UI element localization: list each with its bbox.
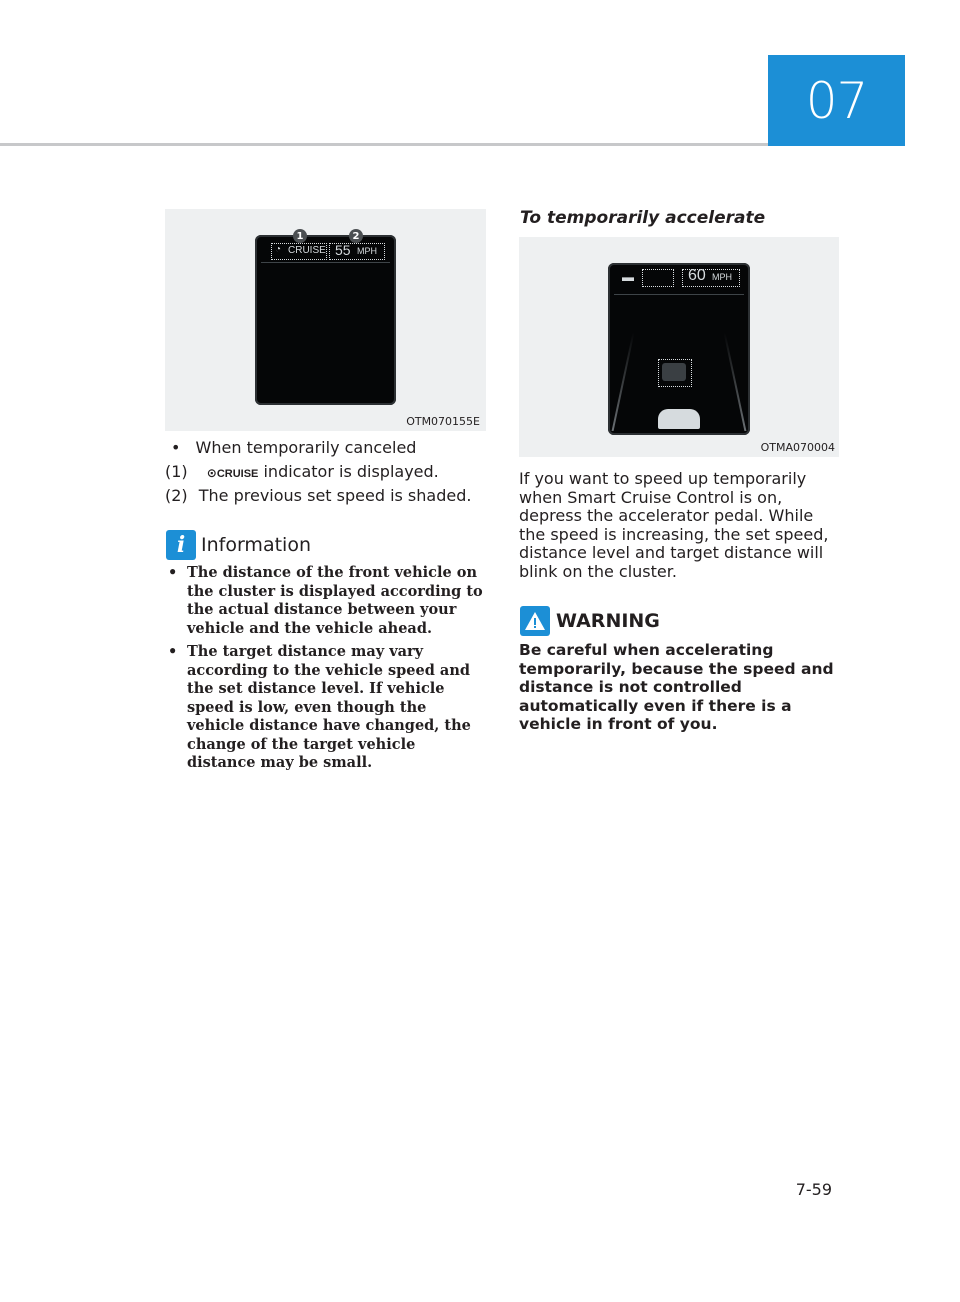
cluster-display-left <box>255 235 396 405</box>
temp-cancel-item-2 <box>165 487 485 506</box>
cluster-divider <box>261 262 390 263</box>
info-bullet-1 <box>168 564 488 638</box>
header-rule <box>0 143 768 146</box>
item-1-text: indicator is displayed. <box>263 462 439 481</box>
bullet-dot: • <box>171 438 181 457</box>
target-vehicle-icon <box>662 363 686 381</box>
temp-cancel-item-1 <box>165 463 485 484</box>
accelerate-heading: To temporarily accelerate <box>520 208 766 228</box>
info-title: Information <box>201 534 311 556</box>
cluster-display-right <box>608 263 750 435</box>
figure-right-label: OTMA070004 <box>760 441 835 454</box>
cluster-cruise-text: CRUISE <box>288 245 326 256</box>
cluster-speed-value: 55 <box>335 242 351 258</box>
cluster-divider <box>614 294 744 295</box>
cruise-gauge-icon: ◔ <box>275 244 282 255</box>
accelerate-paragraph: If you want to speed up temporarily when Smart Cruise Control is on, depress the accelerator pedal. While the speed is increasing, the set speed, distance level and target distance will blink on the cluster. <box>519 469 829 581</box>
cluster-speed-unit: MPH <box>357 246 377 256</box>
cruise-indicator-icon: ⊙CRUISE <box>206 466 259 480</box>
bullet-dot: • <box>168 643 178 660</box>
car-icon: ▬ <box>622 270 634 284</box>
bullet-dot: • <box>168 564 178 581</box>
cruise-indicator-icon-text: CRUISE <box>216 468 259 480</box>
distance-level-box <box>642 269 674 287</box>
chapter-tab: 07 <box>768 55 905 146</box>
info-bullet-2-text: The target distance may vary according to the vehicle speed and the set distance level. If vehicle speed is low, even though the vehicle distance have changed, the change of the target vehicle distance may be small. <box>187 643 471 771</box>
cluster-speed-unit: MPH <box>712 272 732 282</box>
item-2-text: The previous set speed is shaded. <box>198 486 472 505</box>
road-right-line <box>724 333 747 431</box>
warning-title: WARNING <box>556 610 660 632</box>
info-icon: i <box>166 530 196 560</box>
cluster-speed-value: 60 <box>688 267 706 284</box>
callout-badge-1: 1 <box>293 229 307 243</box>
page-number: 7-59 <box>795 1180 832 1199</box>
item-1-number: (1) <box>165 462 188 481</box>
info-bullet-1-text: The distance of the front vehicle on the cluster is displayed according to the actual distance between your vehicle and the vehicle ahead. <box>187 564 483 637</box>
info-bullet-2 <box>168 643 488 773</box>
figure-right <box>519 237 839 457</box>
warning-icon <box>520 606 550 636</box>
temp-cancel-bullet <box>171 439 416 458</box>
own-vehicle-icon <box>658 409 700 429</box>
callout-badge-2: 2 <box>349 229 363 243</box>
figure-left <box>165 209 486 431</box>
figure-left-label: OTM070155E <box>406 415 480 428</box>
road-left-line <box>612 333 635 431</box>
warning-text: Be careful when accelerating temporarily, because the speed and distance is not controlled automatically even if there is a vehicle in front of you. <box>519 641 834 733</box>
item-2-number: (2) <box>165 486 188 505</box>
temp-cancel-bullet-text: When temporarily canceled <box>195 438 417 457</box>
